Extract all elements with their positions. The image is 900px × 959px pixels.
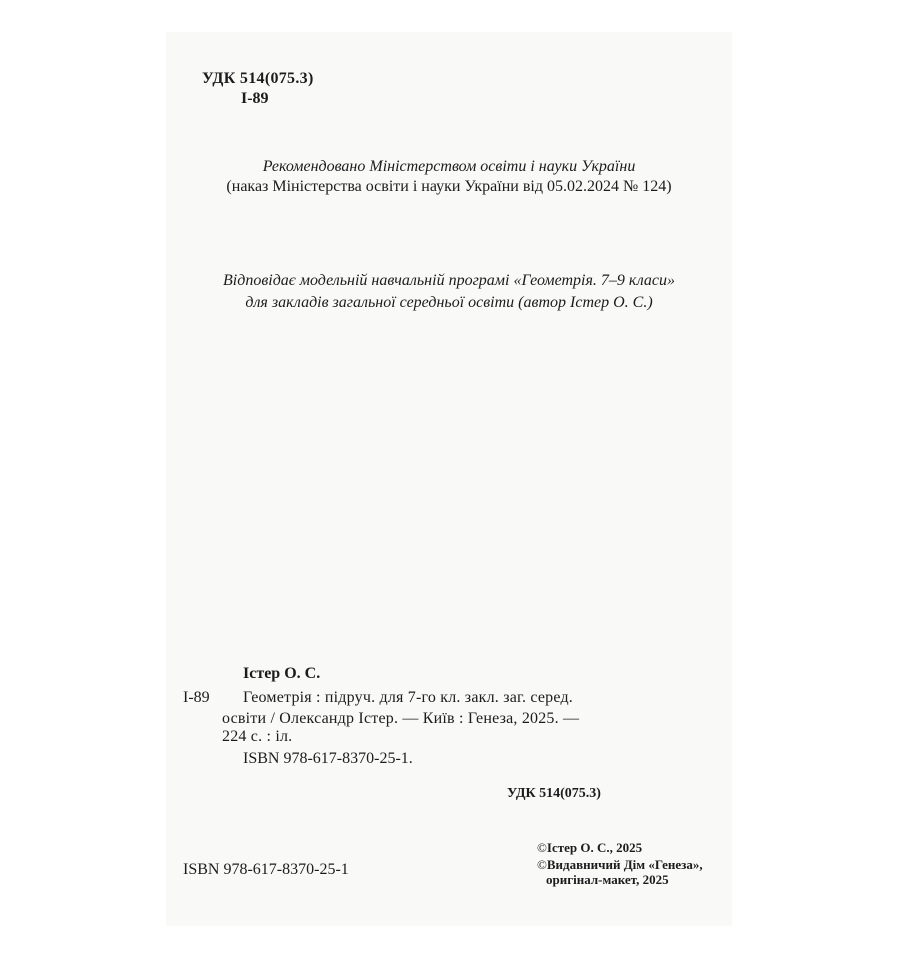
catalog-description-line-3: 224 с. : іл.	[222, 728, 293, 745]
recommendation-line-1: Рекомендовано Міністерством освіти і науки України	[262, 158, 636, 175]
catalog-index-top: І-89	[241, 90, 269, 107]
isbn-bottom: ISBN 978-617-8370-25-1	[183, 861, 349, 878]
copyright-layout: оригінал-макет, 2025	[546, 872, 669, 887]
catalog-index: І-89	[183, 689, 210, 706]
catalog-description-line-2: освіти / Олександр Істер. — Київ : Генеза, 2025. —	[222, 710, 580, 727]
udk-code: УДК 514(075.3)	[202, 70, 314, 87]
catalog-author: Істер О. С.	[243, 665, 321, 682]
copyright-publisher	[537, 857, 703, 873]
copyright-symbol: ©	[537, 840, 547, 855]
udk-code-bottom: УДК 514(075.3)	[507, 786, 601, 801]
catalog-isbn: ISBN 978-617-8370-25-1.	[243, 750, 413, 767]
recommendation-line-2: (наказ Міністерства освіти і науки України від 05.02.2024 № 124)	[226, 178, 672, 195]
copyright-publisher-text: Видавничий Дім «Генеза»,	[546, 857, 703, 872]
copyright-author	[537, 840, 642, 856]
program-line-1: Відповідає модельній навчальній програмі «Геометрія. 7–9 класи»	[223, 272, 675, 289]
copyright-symbol: ©	[537, 857, 547, 872]
program-line-2: для закладів загальної середньої освіти (автор Істер О. С.)	[245, 294, 653, 311]
copyright-author-text: Істер О. С., 2025	[546, 840, 643, 855]
catalog-description-line-1: Геометрія : підруч. для 7-го кл. закл. заг. серед.	[243, 689, 573, 706]
